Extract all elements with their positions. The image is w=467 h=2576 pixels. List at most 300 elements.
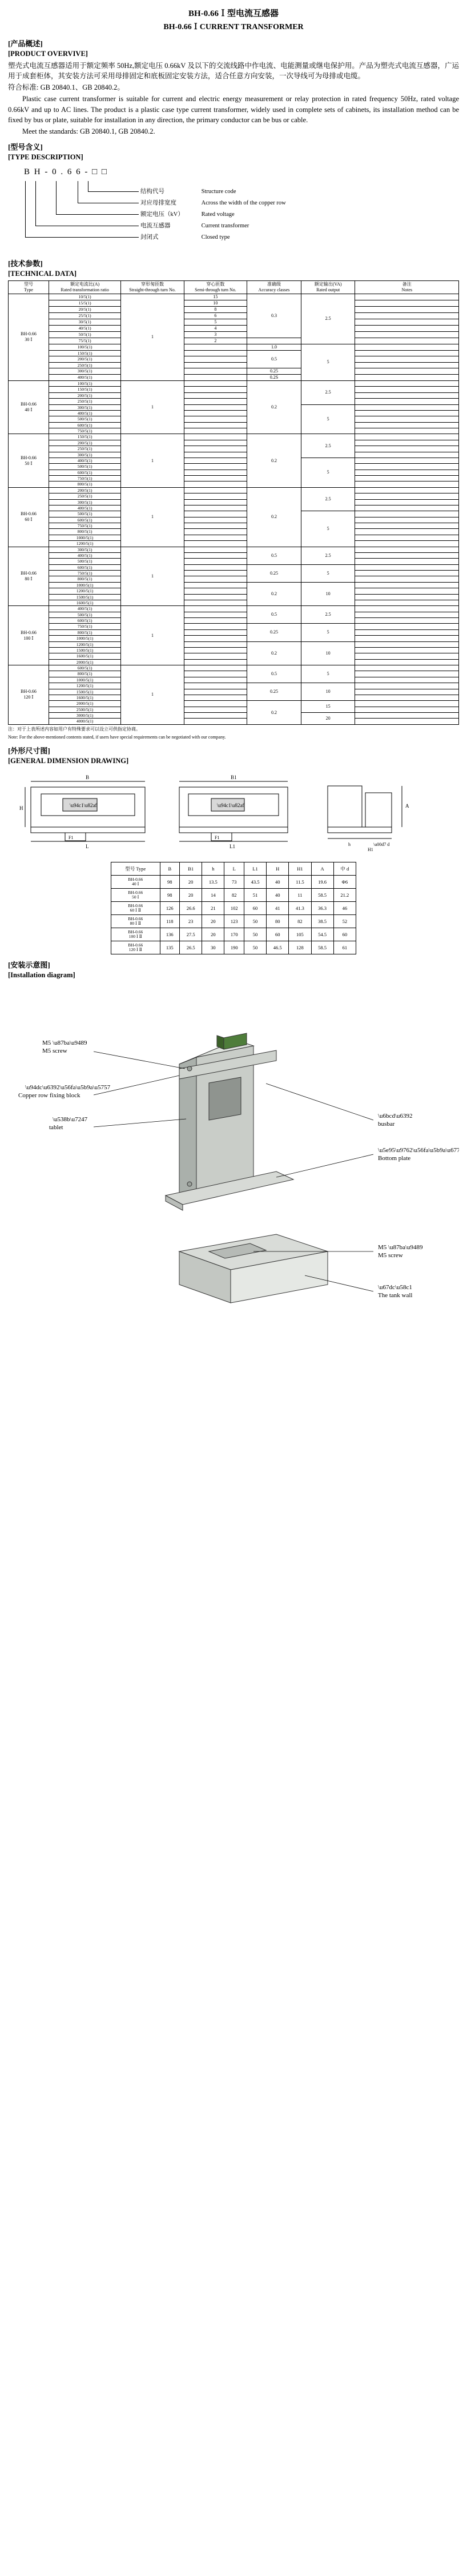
cell-ratio: 750/5(1) — [49, 624, 121, 629]
cell-semi-turns — [184, 576, 247, 582]
dimension-row — [111, 889, 356, 902]
cell-output: 10 — [301, 582, 355, 606]
cell-semi-turns — [184, 689, 247, 695]
table-row — [9, 695, 459, 700]
cell-notes — [355, 470, 459, 475]
table-row — [9, 541, 459, 547]
table-row — [9, 493, 459, 499]
cell-semi-turns — [184, 552, 247, 558]
cell-ratio: 1200/5(1) — [49, 588, 121, 594]
overview-paragraph-cn-1: 塑壳式电流互感器适用于额定频率 50Hz,额定电压 0.66kV 及以下的交流线路中作电流、电能测量或继电保护用。产品为塑壳式电流互感器，广运用于成套柜体，其安装方法可采用母排固定和底板固定安装方法，适合任意方向安装，一次导线可为母排或电缆。 — [8, 62, 459, 81]
cell-notes — [355, 552, 459, 558]
table-row — [9, 535, 459, 540]
section-install-heading-en: [Installation diagram] — [8, 971, 75, 980]
section-dimension-heading-en: [GENERAL DIMENSION DRAWING] — [8, 757, 129, 765]
cell-ratio: 600/5(1) — [49, 422, 121, 428]
dimension-row — [111, 902, 356, 915]
cell-notes — [355, 517, 459, 523]
cell-accuracy: 0.2 — [247, 434, 301, 487]
type-legend-4 — [140, 221, 249, 230]
table-row — [9, 701, 459, 707]
cell-notes — [355, 294, 459, 300]
cell-semi-turns — [184, 344, 247, 350]
cell-output: 5 — [301, 344, 355, 380]
th-type — [9, 280, 49, 294]
table-row — [9, 362, 459, 368]
cell-output: 5 — [301, 564, 355, 582]
cell-notes — [355, 529, 459, 535]
cell-notes — [355, 523, 459, 529]
table-row — [9, 446, 459, 452]
technical-data-table — [8, 280, 459, 725]
cell-ratio: 1000/5(1) — [49, 535, 121, 540]
cell-ratio: 800/5(1) — [49, 576, 121, 582]
dim-th-b: B — [160, 862, 180, 876]
svg-text:F1: F1 — [215, 835, 220, 841]
cell-notes — [355, 588, 459, 594]
type-legend-5 — [140, 232, 230, 241]
th-notes-cn: 备注 — [402, 281, 412, 287]
svg-text:L1: L1 — [230, 844, 235, 850]
cell-accuracy: 0.2 — [247, 487, 301, 547]
cell-ratio: 100/5(1) — [49, 381, 121, 387]
cell-semi-turns — [184, 713, 247, 719]
cell-notes — [355, 624, 459, 629]
cell-ratio: 1000/5(1) — [49, 677, 121, 683]
dimension-drawing-svg — [8, 770, 459, 856]
cell-output: 5 — [301, 665, 355, 683]
cell-ratio: 300/5(1) — [49, 547, 121, 552]
table-row — [9, 529, 459, 535]
cell-ratio: 20/5(1) — [49, 306, 121, 312]
table-row — [9, 404, 459, 410]
cell-accuracy: 0.2 — [247, 641, 301, 665]
cell-output: 20 — [301, 713, 355, 725]
section-type-heading-en: [TYPE DESCRIPTION] — [8, 153, 83, 161]
svg-text:F1: F1 — [69, 835, 74, 841]
label-busbar-en: busbar — [378, 1121, 395, 1128]
cell-semi-turns — [184, 564, 247, 570]
label-block-en: Copper row fixing block — [18, 1092, 80, 1100]
dim-cell-value: 20 — [180, 889, 202, 902]
cell-ratio: 1200/5(1) — [49, 541, 121, 547]
dim-cell-value: 27.5 — [180, 928, 202, 941]
table-row — [9, 470, 459, 475]
table-row — [9, 312, 459, 319]
cell-semi-turns — [184, 511, 247, 517]
svg-text:\u94c1\u82af: \u94c1\u82af — [217, 803, 244, 809]
dim-th-h1: H1 — [289, 862, 311, 876]
cell-notes — [355, 541, 459, 547]
th-straight-en: Straight-through turn No. — [129, 287, 176, 292]
cell-notes — [355, 440, 459, 446]
svg-text:h: h — [348, 842, 351, 848]
cell-ratio: 150/5(1) — [49, 434, 121, 440]
table-row — [9, 647, 459, 653]
cell-ratio: 200/5(1) — [49, 392, 121, 398]
dim-cell-value: 51 — [244, 889, 266, 902]
leader-line-5 — [25, 181, 139, 238]
cell-semi-turns — [184, 636, 247, 641]
cell-semi-turns — [184, 356, 247, 362]
th-semi-cn: 穿心匝数 — [206, 281, 225, 287]
dim-cell-value: 43.5 — [244, 876, 266, 889]
dim-cell-value: 26.5 — [180, 941, 202, 954]
cell-semi-turns — [184, 535, 247, 540]
cell-type: BH-0.66 120 Ⅰ — [9, 665, 49, 725]
cell-type: BH-0.66 100 Ⅰ — [9, 606, 49, 665]
table-row — [9, 559, 459, 564]
cell-ratio: 800/5(1) — [49, 482, 121, 487]
cell-ratio: 400/5(1) — [49, 552, 121, 558]
svg-text:H: H — [19, 805, 23, 812]
table-row — [9, 511, 459, 517]
cell-notes — [355, 665, 459, 671]
section-dimension-heading-cn: [外形尺寸图] — [8, 747, 50, 756]
dim-cell-type: BH-0.66 40 Ⅰ — [111, 876, 160, 889]
cell-ratio: 2000/5(1) — [49, 659, 121, 665]
cell-accuracy: 0.3 — [247, 294, 301, 338]
th-straight-cn: 穿形匆匝数 — [140, 281, 164, 287]
cell-ratio: 200/5(1) — [49, 356, 121, 362]
cell-ratio: 75/5(1) — [49, 338, 121, 344]
label-busbar-cn: \u6bcd\u6392 — [378, 1113, 413, 1120]
cell-straight-turns: 1 — [121, 434, 184, 487]
label-screw2-en: M5 screw — [378, 1252, 403, 1259]
cell-notes — [355, 636, 459, 641]
section-install-heading-cn: [安装示意图] — [8, 961, 50, 970]
cell-ratio: 15/5(1) — [49, 300, 121, 306]
th-straight — [121, 280, 184, 294]
cell-notes — [355, 452, 459, 458]
dim-cell-value: 128 — [289, 941, 311, 954]
dimension-row — [111, 876, 356, 889]
cell-semi-turns — [184, 606, 247, 612]
cell-notes — [355, 612, 459, 617]
dim-cell-value: 61 — [333, 941, 356, 954]
table-row — [9, 713, 459, 719]
cell-ratio: 300/5(1) — [49, 499, 121, 505]
cell-ratio: 1000/5(1) — [49, 636, 121, 641]
dimension-row — [111, 928, 356, 941]
cell-semi-turns — [184, 571, 247, 576]
dimension-row — [111, 915, 356, 928]
dim-cell-value: 123 — [224, 915, 244, 928]
cell-notes — [355, 338, 459, 344]
cell-notes — [355, 594, 459, 600]
dim-cell-type: BH-0.66 60 Ⅰ Ⅱ — [111, 902, 160, 915]
dim-cell-type: BH-0.66 50 Ⅰ — [111, 889, 160, 902]
dim-cell-value: 126 — [160, 902, 180, 915]
cell-ratio: 1600/5(1) — [49, 695, 121, 700]
cell-semi-turns — [184, 659, 247, 665]
table-row — [9, 482, 459, 487]
dim-cell-value: 23 — [180, 915, 202, 928]
cell-notes — [355, 428, 459, 434]
table-row — [9, 487, 459, 493]
cell-ratio: 800/5(1) — [49, 529, 121, 535]
th-type-cn: 型号 — [24, 281, 33, 287]
table-row — [9, 331, 459, 338]
table-row — [9, 422, 459, 428]
cell-notes — [355, 559, 459, 564]
cell-semi-turns — [184, 416, 247, 422]
cell-semi-turns — [184, 683, 247, 689]
cell-notes — [355, 677, 459, 683]
th-notes — [355, 280, 459, 294]
label-screw-en: M5 screw — [42, 1048, 67, 1055]
cell-type: BH-0.66 80 Ⅰ — [9, 547, 49, 606]
dim-th-a: A — [311, 862, 333, 876]
cell-ratio: 3000/5(1) — [49, 713, 121, 719]
dim-cell-value: 118 — [160, 915, 180, 928]
cell-ratio: 1600/5(1) — [49, 600, 121, 605]
cell-ratio: 300/5(1) — [49, 368, 121, 375]
cell-ratio: 600/5(1) — [49, 665, 121, 671]
dim-cell-value: 58.5 — [311, 941, 333, 954]
dim-th-h: h — [202, 862, 224, 876]
th-ratio — [49, 280, 121, 294]
cell-output: 10 — [301, 641, 355, 665]
table-row — [9, 523, 459, 529]
svg-text:B: B — [86, 775, 90, 781]
dim-cell-value: 40 — [267, 889, 289, 902]
cell-semi-turns: 8 — [184, 306, 247, 312]
cell-accuracy: 0.2S — [247, 375, 301, 381]
table-row — [9, 582, 459, 588]
table-row — [9, 319, 459, 325]
cell-notes — [355, 344, 459, 350]
label-screw2-cn: M5 \u87ba\u9489 — [378, 1244, 423, 1251]
table-row — [9, 338, 459, 344]
table-row — [9, 671, 459, 677]
type-legend-1-cn: 结构代号 — [140, 188, 164, 195]
cell-semi-turns — [184, 582, 247, 588]
cell-accuracy: 1.0 — [247, 344, 301, 350]
cell-semi-turns: 6 — [184, 312, 247, 319]
cell-semi-turns — [184, 629, 247, 635]
cell-accuracy: 0.2 — [247, 701, 301, 725]
th-semi — [184, 280, 247, 294]
table-row — [9, 624, 459, 629]
svg-text:H1: H1 — [368, 847, 373, 853]
table-row — [9, 547, 459, 552]
cell-semi-turns: 2 — [184, 338, 247, 344]
cell-notes — [355, 434, 459, 440]
table-row — [9, 588, 459, 594]
cell-notes — [355, 659, 459, 665]
th-ratio-en: Rated transformation ratio — [61, 287, 109, 292]
cell-output: 2.5 — [301, 434, 355, 458]
svg-text:B1: B1 — [231, 775, 237, 781]
dim-cell-value: 11.5 — [289, 876, 311, 889]
dim-cell-value: 21.2 — [333, 889, 356, 902]
cell-semi-turns — [184, 422, 247, 428]
cell-semi-turns — [184, 624, 247, 629]
table-row — [9, 416, 459, 422]
type-code-text: B H - 0 . 6 6 - □ □ — [24, 167, 108, 176]
table-row — [9, 552, 459, 558]
cell-semi-turns — [184, 588, 247, 594]
dim-cell-value: 38.5 — [311, 915, 333, 928]
cell-notes — [355, 600, 459, 605]
type-legend-1 — [140, 187, 236, 195]
dimension-row — [111, 941, 356, 954]
cell-semi-turns: 15 — [184, 294, 247, 300]
type-legend-5-en: Closed type — [201, 234, 230, 240]
cell-ratio: 200/5(1) — [49, 440, 121, 446]
table-row — [9, 499, 459, 505]
cell-ratio: 4000/5(1) — [49, 719, 121, 724]
cell-semi-turns — [184, 350, 247, 356]
dim-cell-value: 20 — [202, 915, 224, 928]
section-technical-heading-en: [TECHNICAL DATA] — [8, 269, 77, 278]
dim-cell-value: 135 — [160, 941, 180, 954]
cell-semi-turns — [184, 612, 247, 617]
th-output — [301, 280, 355, 294]
table-row — [9, 387, 459, 392]
dim-cell-value: 82 — [224, 889, 244, 902]
dim-cell-value: 41 — [267, 902, 289, 915]
dim-th-d: 中 d — [333, 862, 356, 876]
cell-ratio: 1600/5(1) — [49, 653, 121, 659]
dim-cell-type: BH-0.66 120 Ⅰ Ⅱ — [111, 941, 160, 954]
dim-cell-value: 46 — [333, 902, 356, 915]
cell-ratio: 400/5(1) — [49, 410, 121, 416]
cell-ratio: 250/5(1) — [49, 362, 121, 368]
table-row — [9, 677, 459, 683]
cell-semi-turns: 10 — [184, 300, 247, 306]
cell-semi-turns — [184, 695, 247, 700]
cell-ratio: 500/5(1) — [49, 464, 121, 470]
dim-cell-value: 136 — [160, 928, 180, 941]
section-type-heading-cn: [型号含义] — [8, 142, 43, 151]
cell-accuracy: 0.5 — [247, 665, 301, 683]
table-row — [9, 683, 459, 689]
cell-notes — [355, 331, 459, 338]
cell-ratio: 600/5(1) — [49, 564, 121, 570]
table-row — [9, 452, 459, 458]
table-row — [9, 719, 459, 724]
cell-semi-turns — [184, 368, 247, 375]
table-row — [9, 612, 459, 617]
cell-notes — [355, 312, 459, 319]
cell-output: 2.5 — [301, 547, 355, 564]
cell-ratio: 200/5(1) — [49, 487, 121, 493]
cell-notes — [355, 582, 459, 588]
table-row — [9, 464, 459, 470]
dim-cell-value: 82 — [289, 915, 311, 928]
dim-cell-value: 21 — [202, 902, 224, 915]
type-legend-4-en: Current transformer — [201, 222, 249, 229]
th-output-en: Rated output — [316, 287, 340, 292]
cell-semi-turns — [184, 434, 247, 440]
dim-cell-value: 20 — [202, 928, 224, 941]
cell-ratio: 100/5(1) — [49, 344, 121, 350]
table-row — [9, 392, 459, 398]
dim-cell-value: 50 — [244, 915, 266, 928]
cell-ratio: 2500/5(1) — [49, 707, 121, 712]
dim-cell-value: 40 — [267, 876, 289, 889]
dim-cell-value: 30 — [202, 941, 224, 954]
cell-type: BH-0.66 50 Ⅰ — [9, 434, 49, 487]
dim-cell-value: 41.3 — [289, 902, 311, 915]
table-row — [9, 428, 459, 434]
table-row — [9, 659, 459, 665]
table-row — [9, 294, 459, 300]
dim-th-l1: L1 — [244, 862, 266, 876]
cell-ratio: 250/5(1) — [49, 399, 121, 404]
cell-ratio: 250/5(1) — [49, 446, 121, 452]
label-screw-cn: M5 \u87ba\u9489 — [42, 1040, 87, 1047]
cell-notes — [355, 499, 459, 505]
cell-type: BH-0.66 30 Ⅰ — [9, 294, 49, 380]
dim-cell-type: BH-0.66 100 Ⅰ Ⅱ — [111, 928, 160, 941]
cell-semi-turns — [184, 541, 247, 547]
cell-notes — [355, 392, 459, 398]
cell-straight-turns: 1 — [121, 606, 184, 665]
dim-cell-value: 50 — [244, 928, 266, 941]
cell-semi-turns — [184, 387, 247, 392]
table-row — [9, 325, 459, 331]
cell-semi-turns — [184, 446, 247, 452]
cell-output: 15 — [301, 701, 355, 713]
table-row — [9, 440, 459, 446]
table-row — [9, 707, 459, 712]
cell-accuracy — [247, 338, 301, 344]
table-row — [9, 517, 459, 523]
table-row — [9, 434, 459, 440]
technical-note-cn: 注：对于上表所述内容如用户有特殊要求可以设立可供指定协商。 — [8, 726, 140, 732]
cell-accuracy: 0.5 — [247, 547, 301, 564]
cell-ratio: 50/5(1) — [49, 331, 121, 338]
th-accuracy-cn: 准确级 — [267, 281, 281, 287]
dim-cell-value: 105 — [289, 928, 311, 941]
section-overview-heading-cn: [产品概述] — [8, 39, 43, 48]
dim-th-type: 型号 Type — [111, 862, 160, 876]
cell-notes — [355, 458, 459, 463]
technical-note-en: Note: For the above-mentioned contents stated, if users have special requirements can be negotiated with our company. — [8, 734, 226, 740]
type-legend-3-en: Rated voltage — [201, 211, 235, 218]
svg-text:A: A — [405, 803, 409, 809]
dim-cell-value: 13.5 — [202, 876, 224, 889]
cell-semi-turns — [184, 523, 247, 529]
cell-ratio: 600/5(1) — [49, 517, 121, 523]
cell-ratio: 800/5(1) — [49, 671, 121, 677]
cell-notes — [355, 300, 459, 306]
label-tablet-cn: \u538b\u7247 — [53, 1116, 88, 1124]
th-notes-en: Notes — [401, 287, 413, 292]
cell-semi-turns — [184, 719, 247, 724]
type-description-diagram — [21, 167, 459, 253]
dim-cell-value: Φ6 — [333, 876, 356, 889]
th-accuracy — [247, 280, 301, 294]
cell-notes — [355, 564, 459, 570]
cell-semi-turns — [184, 671, 247, 677]
cell-notes — [355, 576, 459, 582]
svg-text:\u00d7 d: \u00d7 d — [373, 842, 390, 848]
cell-notes — [355, 505, 459, 511]
cell-ratio: 10/5(1) — [49, 294, 121, 300]
cell-notes — [355, 404, 459, 410]
overview-standards-cn: 符合标准: GB 20840.1、GB 20840.2。 — [8, 83, 124, 92]
cell-semi-turns — [184, 487, 247, 493]
cell-semi-turns — [184, 493, 247, 499]
cell-accuracy: 0.25 — [247, 624, 301, 641]
cell-notes — [355, 629, 459, 635]
cell-notes — [355, 487, 459, 493]
table-row — [9, 629, 459, 635]
